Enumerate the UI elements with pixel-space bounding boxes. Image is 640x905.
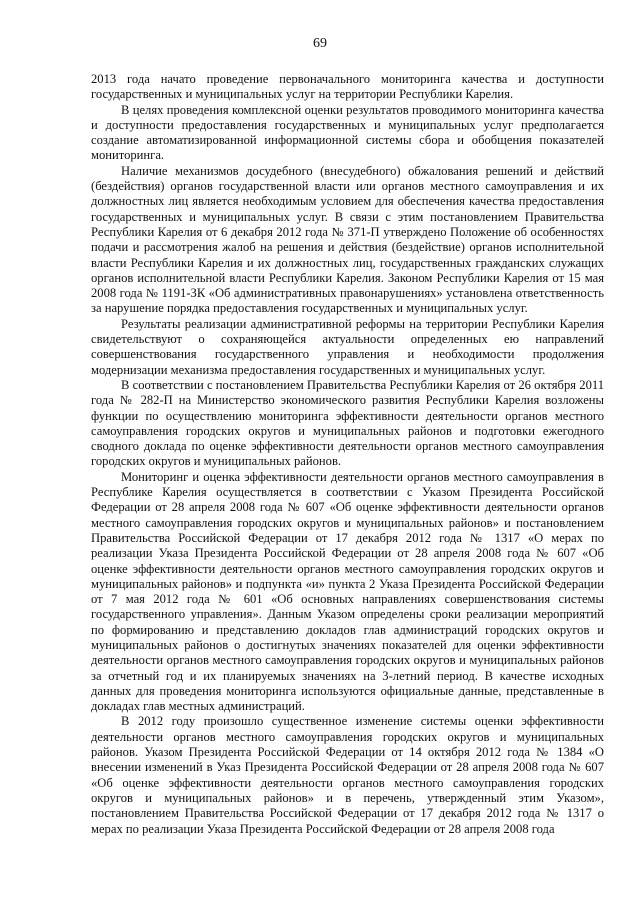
paragraph-reform-results: Результаты реализации административной реформы на территории Республики Карелия свидетельствуют о сохраняющейся актуальности определенных ею направлений совершенствования государственного управления и необходимости продолжения модернизации механизма предоставления государственных и муниципальных услуг. — [91, 316, 604, 377]
paragraph-appeal-mechanisms: Наличие механизмов досудебного (внесудебного) обжалования решений и действий (бездействия) органов государственной власти или органов местного самоуправления и их должностных лиц является необходимым условием для обеспечения качества предоставления государственных и муниципальных услуг. В связи с этим постановлением Правительства Республики Карелия от 6 декабря 2012 года № 371-П утверждено Положение об особенностях подачи и рассмотрения жалоб на решения и действия (бездействие) органов исполнительной власти Республики Карелия и их должностных лиц, государственных гражданских служащих органов исполнительной власти Республики Карелия. Законом Республики Карелия от 15 мая 2008 года № 1191-ЗК «Об административных правонарушениях» установлена ответственность за нарушение порядка предоставления государственных и муниципальных услуг. — [91, 163, 604, 316]
paragraph-2012-changes: В 2012 году произошло существенное изменение системы оценки эффективности деятельности органов местного самоуправления городских округов и муниципальных районов. Указом Президента Российской Федерации от 14 октября 2012 года № 1384 «О внесении изменений в Указ Президента Российской Федерации от 28 апреля 2008 года № 607 «Об оценке эффективности деятельности органов местного самоуправления городских округов и муниципальных районов» и в перечень, утвержденный этим Указом», постановлением Правительства Российской Федерации от 17 декабря 2012 года № 1317 о мерах по реализации Указа Президента Российской Федерации от 28 апреля 2008 года — [91, 714, 604, 836]
paragraph-continuation: 2013 года начато проведение первоначального мониторинга качества и доступности государственных и муниципальных услуг на территории Республики Карелия. — [91, 72, 604, 102]
paragraph-ministry-functions: В соответствии с постановлением Правительства Республики Карелия от 26 октября 2011 года № 282-П на Министерство экономического развития Республики Карелия возложены функции по осуществлению мониторинга эффективности деятельности органов местного самоуправления городских округов и муниципальных районов и подготовки ежегодного сводного доклада по оценке эффективности деятельности органов местного самоуправления городских округов и муниципальных районов. — [91, 377, 604, 469]
paragraph-monitoring-system: В целях проведения комплексной оценки результатов проводимого мониторинга качества и доступности предоставления государственных и муниципальных услуг предполагается создание автоматизированной информационной системы сбора и обобщения показателей мониторинга. — [91, 102, 604, 163]
page-number: 69 — [313, 36, 327, 51]
document-body — [91, 72, 604, 837]
paragraph-efficiency-evaluation: Мониторинг и оценка эффективности деятельности органов местного самоуправления в Республике Карелия осуществляется в соответствии с Указом Президента Российской Федерации от 28 апреля 2008 года № 607 «Об оценке эффективности деятельности органов местного самоуправления городских округов и муниципальных районов» и постановлением Правительства Российской Федерации от 17 декабря 2012 года № 1317 «О мерах по реализации Указа Президента Российской Федерации от 28 апреля 2008 года № 607 «Об оценке эффективности деятельности органов местного самоуправления городских округов и муниципальных районов» и подпункта «и» пункта 2 Указа Президента Российской Федерации от 7 мая 2012 года № 601 «Об основных направлениях совершенствования системы государственного управления». Данным Указом определены сроки реализации мероприятий по формированию и представлению докладов глав администраций городских округов и муниципальных районов о достигнутых значениях показателей для оценки эффективности деятельности органов местного самоуправления городских округов и муниципальных районов за отчетный год и их планируемых значениях на 3-летний период. В качестве исходных данных для проведения мониторинга используются официальные данные, представленные в докладах глав местных администраций. — [91, 469, 604, 714]
